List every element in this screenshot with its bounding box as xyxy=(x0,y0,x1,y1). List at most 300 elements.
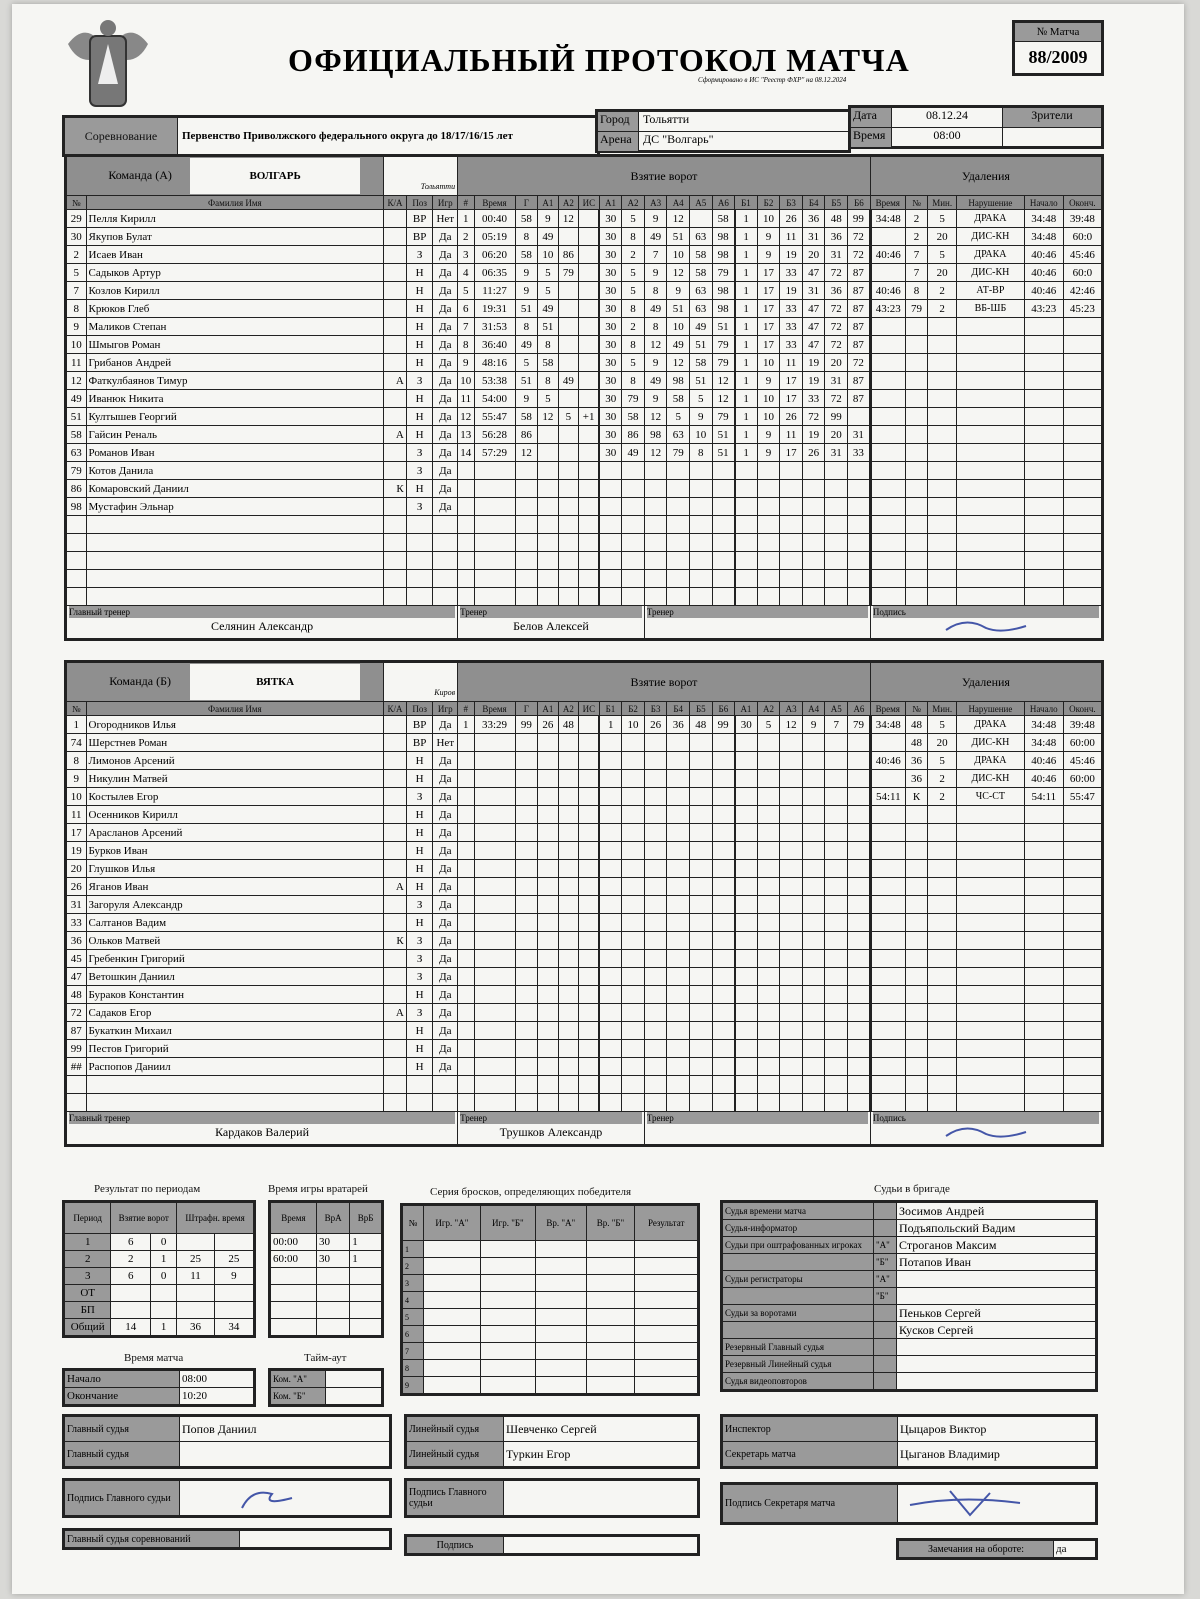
penalty-cell xyxy=(905,480,928,498)
coach-1 xyxy=(458,606,645,640)
spectators-value xyxy=(1003,128,1101,147)
goal-cell xyxy=(474,1058,515,1076)
goal-cell xyxy=(848,1022,871,1040)
goal-cell xyxy=(622,1058,645,1076)
penalty-cell xyxy=(957,878,1025,896)
penalty-cell xyxy=(905,914,928,932)
goal-cell xyxy=(579,860,600,878)
goal-cell xyxy=(848,534,871,552)
penalty-cell xyxy=(957,354,1025,372)
result-cell: ОТ xyxy=(64,1285,111,1302)
penalty-cell: К xyxy=(905,788,928,806)
goal-cell: 31:53 xyxy=(474,318,515,336)
goal-cell xyxy=(735,788,758,806)
shootout-cell xyxy=(480,1326,535,1343)
plus-col: А2 xyxy=(622,196,645,210)
goal-cell xyxy=(735,516,758,534)
player-number: 9 xyxy=(66,318,87,336)
player-position xyxy=(406,570,433,588)
goal-cell xyxy=(848,986,871,1004)
goal-cell: 9 xyxy=(644,390,667,408)
secretary-value: Цыганов Владимир xyxy=(898,1442,1097,1468)
goal-cell xyxy=(735,860,758,878)
goal-cell xyxy=(825,462,848,480)
goalie-cell xyxy=(270,1302,317,1319)
goal-cell: 30 xyxy=(599,354,622,372)
goalie-cell xyxy=(316,1319,349,1337)
goal-cell xyxy=(802,462,825,480)
penalty-cell xyxy=(957,932,1025,950)
goal-cell: 86 xyxy=(515,426,538,444)
goal-cell xyxy=(667,932,690,950)
player-plays: Да xyxy=(433,372,458,390)
goal-cell: 5 xyxy=(538,390,559,408)
goal-cell: 87 xyxy=(848,300,871,318)
minus-col: А4 xyxy=(802,702,825,716)
penalty-cell xyxy=(1024,372,1063,390)
ref-role: Судья-информатор xyxy=(722,1220,874,1237)
goal-cell xyxy=(458,824,474,842)
goal-cell xyxy=(458,932,474,950)
goal-cell xyxy=(780,570,803,588)
spectators-label: Зрители xyxy=(1003,108,1101,127)
goal-cell xyxy=(667,1040,690,1058)
player-number: 45 xyxy=(66,950,87,968)
goal-cell: 1 xyxy=(735,318,758,336)
goal-cell xyxy=(558,878,579,896)
goal-cell xyxy=(757,480,780,498)
goal-cell xyxy=(690,1040,713,1058)
player-role xyxy=(384,968,407,986)
arena-label: Арена xyxy=(598,132,639,151)
penalty-cell xyxy=(1024,842,1063,860)
minus-col: Б5 xyxy=(825,196,848,210)
goal-cell: 58 xyxy=(667,390,690,408)
comp-ref-label: Главный судья соревнований xyxy=(64,1530,240,1549)
goal-cell: 58 xyxy=(515,246,538,264)
player-plays: Да xyxy=(433,462,458,480)
city-label: Город xyxy=(598,112,639,131)
goal-cell xyxy=(558,860,579,878)
goal-cell xyxy=(458,570,474,588)
goal-cell xyxy=(848,932,871,950)
player-name: Гребенкин Григорий xyxy=(86,950,384,968)
penalty-cell xyxy=(1063,444,1102,462)
player-name: Глушков Илья xyxy=(86,860,384,878)
result-cell: 2 xyxy=(111,1251,151,1268)
goal-cell xyxy=(458,896,474,914)
player-role xyxy=(384,444,407,462)
goal-cell xyxy=(579,824,600,842)
penalty-cell: 5 xyxy=(928,752,957,770)
penalty-cell xyxy=(928,1022,957,1040)
goal-cell xyxy=(667,480,690,498)
shootout-cell xyxy=(586,1258,635,1275)
penalty-cell: 60:0 xyxy=(1063,264,1102,282)
result-cell: 34 xyxy=(214,1319,254,1337)
player-plays: Да xyxy=(433,788,458,806)
minus-col: А6 xyxy=(848,702,871,716)
goal-cell xyxy=(780,588,803,606)
player-name: Мустафин Эльнар xyxy=(86,498,384,516)
match-end-label: Окончание xyxy=(64,1388,180,1406)
player-number: 17 xyxy=(66,824,87,842)
player-name xyxy=(86,552,384,570)
penalty-cell xyxy=(1024,1040,1063,1058)
goal-cell: 51 xyxy=(515,300,538,318)
penalty-cell xyxy=(957,950,1025,968)
goal-cell xyxy=(599,480,622,498)
goal-cell xyxy=(667,860,690,878)
ref-role xyxy=(722,1288,874,1305)
goal-cell xyxy=(690,860,713,878)
player-position: Н xyxy=(406,1040,433,1058)
goal-cell xyxy=(538,1076,559,1094)
goal-cell: 58 xyxy=(515,210,538,228)
result-cell: 1 xyxy=(151,1319,177,1337)
time-value: 08:00 xyxy=(892,128,1003,147)
minus-col: А5 xyxy=(825,702,848,716)
player-position: Н xyxy=(406,860,433,878)
goal-cell xyxy=(474,1004,515,1022)
goal-cell xyxy=(599,588,622,606)
goal-cell xyxy=(780,1076,803,1094)
penalty-cell xyxy=(870,336,905,354)
goal-cell xyxy=(690,824,713,842)
goal-cell xyxy=(515,1040,538,1058)
goal-cell: 30 xyxy=(599,300,622,318)
goal-cell xyxy=(848,1058,871,1076)
goal-cell xyxy=(558,770,579,788)
goal-cell: 63 xyxy=(667,426,690,444)
goal-cell xyxy=(644,534,667,552)
player-plays: Да xyxy=(433,282,458,300)
shootout-cell xyxy=(423,1360,480,1377)
player-name: Араcланов Арсений xyxy=(86,824,384,842)
goal-cell xyxy=(622,806,645,824)
goalie-cell xyxy=(350,1302,383,1319)
ref-name xyxy=(897,1288,1097,1305)
ref-name xyxy=(897,1373,1097,1391)
player-row xyxy=(66,1076,1103,1094)
penalty-cell: ДРАКА xyxy=(957,716,1025,734)
goal-cell: 5 xyxy=(458,282,474,300)
goal-cell xyxy=(474,1094,515,1112)
goal-cell: 56:28 xyxy=(474,426,515,444)
goal-cell xyxy=(757,534,780,552)
penalty-cell xyxy=(905,1040,928,1058)
player-role xyxy=(384,1058,407,1076)
goal-cell xyxy=(474,516,515,534)
penalty-cell xyxy=(1063,914,1102,932)
penalty-cell xyxy=(1063,516,1102,534)
ref-name: Строганов Максим xyxy=(897,1237,1097,1254)
goal-cell: 79 xyxy=(622,390,645,408)
goal-cell: 10 xyxy=(667,246,690,264)
main-ref-label-1: Главный судья xyxy=(64,1416,180,1442)
goal-cell xyxy=(515,932,538,950)
goal-cell xyxy=(622,1004,645,1022)
player-position xyxy=(406,1094,433,1112)
goal-cell: 12 xyxy=(644,336,667,354)
goal-cell xyxy=(780,516,803,534)
penalty-cell xyxy=(1063,932,1102,950)
goal-cell: 10 xyxy=(622,716,645,734)
goal-cell xyxy=(780,968,803,986)
team-city: Тольятти xyxy=(384,156,458,196)
goal-cell: 9 xyxy=(515,390,538,408)
goal-cell xyxy=(579,716,600,734)
player-position xyxy=(406,588,433,606)
goal-cell xyxy=(757,806,780,824)
penalty-cell: ВБ-ШБ xyxy=(957,300,1025,318)
goal-cell xyxy=(579,390,600,408)
goal-cell: 55:47 xyxy=(474,408,515,426)
head-coach-label: Главный тренер xyxy=(69,1112,455,1124)
penalty-cell xyxy=(1063,968,1102,986)
ref-team: "Б" xyxy=(874,1288,897,1305)
penalty-cell xyxy=(1063,878,1102,896)
player-name xyxy=(86,570,384,588)
goal-cell xyxy=(757,860,780,878)
penalty-cell: ДРАКА xyxy=(957,752,1025,770)
goal-cell: 63 xyxy=(689,228,712,246)
goal-cell xyxy=(474,1022,515,1040)
penalty-col: Мин. xyxy=(928,702,957,716)
goal-cell xyxy=(622,1040,645,1058)
goal-cell xyxy=(848,480,871,498)
secretary-signature-label: Подпись Секретаря матча xyxy=(722,1484,898,1524)
goal-cell xyxy=(579,354,600,372)
minus-col: Б1 xyxy=(735,196,758,210)
player-row xyxy=(66,1040,1103,1058)
player-row xyxy=(66,588,1103,606)
goal-cell xyxy=(667,570,690,588)
goal-cell: 51 xyxy=(538,318,559,336)
goal-cell xyxy=(848,950,871,968)
goal-cell xyxy=(802,570,825,588)
player-name: Садаков Егор xyxy=(86,1004,384,1022)
shootout-cell xyxy=(423,1309,480,1326)
goal-cell xyxy=(825,516,848,534)
main-ref-signature-table xyxy=(62,1478,392,1518)
penalty-cell xyxy=(905,354,928,372)
player-name: Пестов Григорий xyxy=(86,1040,384,1058)
penalty-cell xyxy=(870,1040,905,1058)
goal-cell xyxy=(825,498,848,516)
goal-cell xyxy=(802,1040,825,1058)
goal-cell: 98 xyxy=(667,372,690,390)
secretary-signature-table xyxy=(720,1482,1098,1525)
goal-cell: 63 xyxy=(689,300,712,318)
goal-cell xyxy=(735,462,758,480)
player-role: К xyxy=(384,932,407,950)
player-plays: Да xyxy=(433,860,458,878)
penalty-cell xyxy=(957,986,1025,1004)
goal-cell: 1 xyxy=(458,210,474,228)
penalty-cell xyxy=(1063,1076,1102,1094)
goal-cell: 49 xyxy=(622,444,645,462)
goal-cell: 9 xyxy=(538,210,559,228)
goal-cell xyxy=(825,932,848,950)
remarks-label: Замечания на обороте: xyxy=(898,1540,1054,1559)
player-plays: Да xyxy=(433,770,458,788)
player-role xyxy=(384,462,407,480)
col-no: № xyxy=(66,196,87,210)
goal-cell xyxy=(802,860,825,878)
goal-cell: 99 xyxy=(825,408,848,426)
player-role xyxy=(384,806,407,824)
goal-cell: 30 xyxy=(599,264,622,282)
goal-cell xyxy=(667,534,690,552)
goal-cell xyxy=(644,516,667,534)
goal-cell xyxy=(458,1094,474,1112)
goal-cell: 53:38 xyxy=(474,372,515,390)
penalty-cell: 45:23 xyxy=(1063,300,1102,318)
goal-cell: 7 xyxy=(644,246,667,264)
goal-cell xyxy=(689,210,712,228)
player-row xyxy=(66,390,1103,408)
shootout-cell xyxy=(480,1360,535,1377)
goal-col: А1 xyxy=(538,702,559,716)
goal-cell: 58 xyxy=(712,210,735,228)
line-ref-1: Шевченко Сергей xyxy=(504,1416,699,1442)
goal-cell xyxy=(689,552,712,570)
penalty-cell xyxy=(905,1094,928,1112)
coach-2-label: Тренер xyxy=(647,1112,868,1124)
goal-cell xyxy=(622,1076,645,1094)
player-plays: Да xyxy=(433,1022,458,1040)
goal-cell xyxy=(757,588,780,606)
player-number: 47 xyxy=(66,968,87,986)
goal-cell: 6 xyxy=(458,300,474,318)
goal-cell: 11 xyxy=(780,426,803,444)
goal-cell xyxy=(538,1058,559,1076)
goal-cell: 31 xyxy=(825,372,848,390)
player-number: 2 xyxy=(66,246,87,264)
goal-cell xyxy=(515,552,538,570)
goal-cell xyxy=(802,1076,825,1094)
goal-cell xyxy=(538,788,559,806)
penalty-cell xyxy=(905,534,928,552)
goal-cell: 1 xyxy=(735,282,758,300)
shootout-cell xyxy=(535,1292,586,1309)
goal-cell xyxy=(825,588,848,606)
goal-cell xyxy=(802,480,825,498)
goal-cell xyxy=(735,498,758,516)
goal-cell xyxy=(558,498,579,516)
player-number: 8 xyxy=(66,300,87,318)
goal-cell xyxy=(712,950,735,968)
goal-cell xyxy=(712,1094,735,1112)
goal-cell xyxy=(802,878,825,896)
goal-cell xyxy=(780,806,803,824)
goal-cell: 19 xyxy=(802,354,825,372)
penalty-cell xyxy=(905,426,928,444)
match-end-value: 10:20 xyxy=(180,1388,255,1406)
goal-cell xyxy=(515,534,538,552)
goal-cell xyxy=(622,914,645,932)
goal-cell xyxy=(599,534,622,552)
goal-cell xyxy=(599,1076,622,1094)
player-row xyxy=(66,1058,1103,1076)
goal-cell xyxy=(690,1004,713,1022)
goal-cell xyxy=(644,806,667,824)
goal-cell xyxy=(558,1076,579,1094)
goal-cell xyxy=(474,932,515,950)
team-b-section xyxy=(64,660,1104,1147)
goal-cell xyxy=(599,842,622,860)
goal-cell xyxy=(579,734,600,752)
penalty-cell xyxy=(870,372,905,390)
goal-cell xyxy=(735,1004,758,1022)
player-position xyxy=(406,516,433,534)
player-role xyxy=(384,1040,407,1058)
goal-cell xyxy=(644,570,667,588)
goal-cell xyxy=(458,1076,474,1094)
goalie-col: ВрА xyxy=(316,1202,349,1234)
minus-col: А3 xyxy=(780,702,803,716)
goal-cell: 20 xyxy=(802,246,825,264)
goal-cell: 5 xyxy=(515,354,538,372)
player-role xyxy=(384,318,407,336)
goal-cell xyxy=(735,896,758,914)
penalty-cell xyxy=(905,860,928,878)
goal-cell: 30 xyxy=(599,228,622,246)
penalty-cell xyxy=(928,444,957,462)
venue-box xyxy=(595,109,851,153)
penalty-cell xyxy=(957,552,1025,570)
goal-cell xyxy=(599,516,622,534)
goal-cell: 8 xyxy=(689,444,712,462)
penalty-cell: 40:46 xyxy=(1024,752,1063,770)
goal-cell: 2 xyxy=(458,228,474,246)
goalie-time-table xyxy=(268,1200,384,1338)
team-label: Команда (Б) xyxy=(109,674,171,688)
player-position: З xyxy=(406,968,433,986)
goal-cell: 51 xyxy=(689,336,712,354)
player-plays: Да xyxy=(433,824,458,842)
player-plays: Да xyxy=(433,752,458,770)
player-row xyxy=(66,806,1103,824)
goal-cell xyxy=(474,770,515,788)
penalty-cell xyxy=(905,336,928,354)
goal-cell xyxy=(644,480,667,498)
goal-cell xyxy=(667,788,690,806)
goal-cell xyxy=(667,896,690,914)
player-role xyxy=(384,986,407,1004)
goal-cell: 8 xyxy=(538,372,559,390)
penalty-cell: 34:48 xyxy=(1024,734,1063,752)
goal-cell xyxy=(558,1040,579,1058)
goal-cell xyxy=(538,462,559,480)
player-role xyxy=(384,716,407,734)
penalty-cell xyxy=(957,588,1025,606)
team-label: Команда (А) xyxy=(108,168,172,182)
goal-col: ИС xyxy=(579,702,600,716)
goal-cell xyxy=(825,860,848,878)
date-value: 08.12.24 xyxy=(892,108,1003,127)
penalty-cell: 60:0 xyxy=(1063,228,1102,246)
main-ref-signature xyxy=(180,1480,391,1517)
goal-cell: 10 xyxy=(757,390,780,408)
goal-cell: 8 xyxy=(538,336,559,354)
goal-cell xyxy=(579,1040,600,1058)
player-position: З xyxy=(406,788,433,806)
team-label xyxy=(66,662,384,702)
penalty-cell xyxy=(928,878,957,896)
goal-cell: 48 xyxy=(690,716,713,734)
